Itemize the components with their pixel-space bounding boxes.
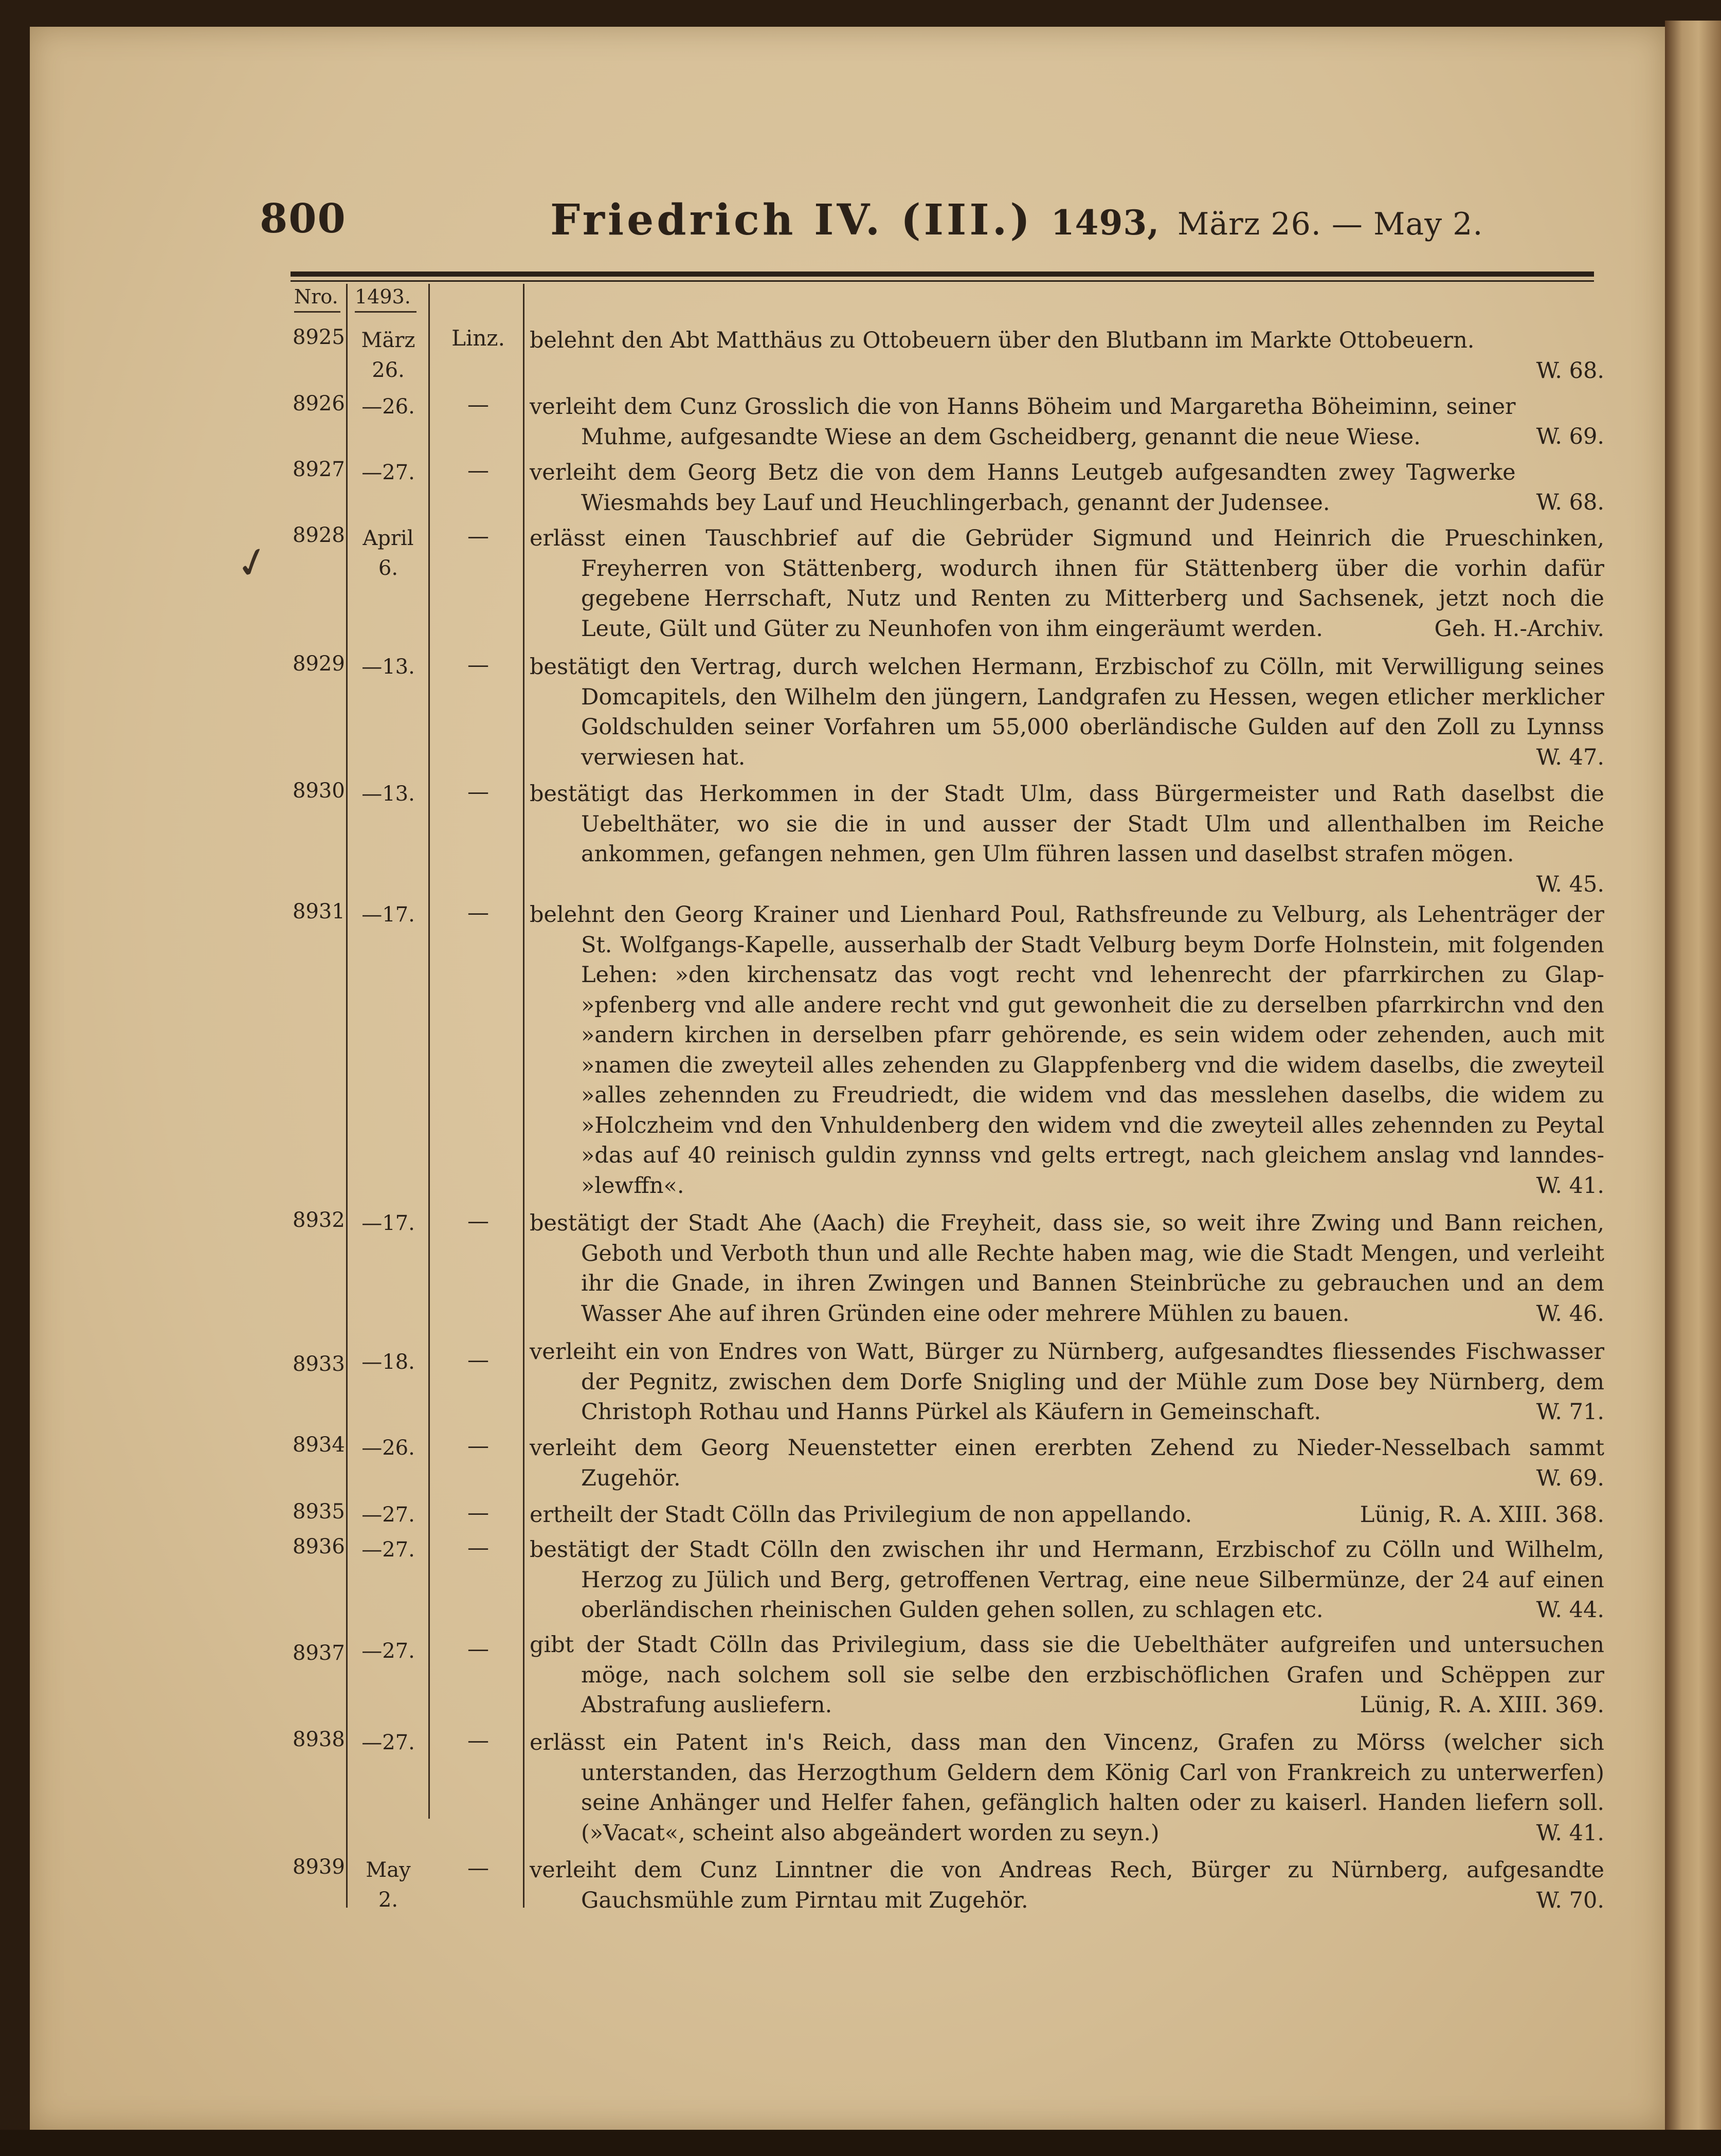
- entry-date: —26.: [361, 395, 415, 419]
- entry-text-body: verleiht ein von Endres von Watt, Bürger zu Nürnberg, aufgesandtes fliessendes Fischwasser der Pegnitz, zwischen dem Dorfe Snigling und der Mühle zum Dose bey Nürnberg, dem Christoph Rothau und Hanns Pürkel als Käufern in Gemeinschaft.: [530, 1339, 1604, 1425]
- entry-text: [530, 325, 1604, 386]
- entry-source: W. 47.: [1536, 744, 1604, 770]
- scan-border: [0, 2130, 1721, 2156]
- title-ruler: Friedrich IV. (III.): [550, 195, 1034, 245]
- entry-source: W. 71.: [1536, 1399, 1604, 1425]
- entry-date: —18.: [361, 1350, 415, 1374]
- entry-place: —: [467, 652, 489, 677]
- entry-number: 8927: [293, 458, 345, 481]
- entry-source: W. 41.: [1536, 1172, 1604, 1199]
- entry-place: —: [467, 392, 489, 417]
- entry-number: 8930: [293, 779, 345, 803]
- entry-source: W. 69.: [1536, 424, 1604, 449]
- entry-text: [530, 392, 1604, 452]
- entry-source: W. 41.: [1536, 1820, 1604, 1846]
- entry-source: Geh. H.-Archiv.: [1434, 615, 1604, 642]
- entry-text-body: gibt der Stadt Cölln das Privilegium, dass sie die Uebelthäter aufgreifen und untersuchen möge, nach solchem soll sie selbe den erzbischöflichen Grafen und Schëppen zur Abstrafung ausliefern.: [530, 1632, 1604, 1718]
- entry-text: [530, 1433, 1604, 1493]
- entry-text-body: bestätigt den Vertrag, durch welchen Hermann, Erzbischof zu Cölln, mit Verwilligung seines Domcapitels, den Wilhelm den jüngern, Landgrafen zu Hessen, wegen etlicher merklicher Goldschulden seiner Vorfahren um 55,000 oberländische Gulden auf den Zoll zu Lynnss verwiesen hat.: [530, 654, 1604, 770]
- entry-place: —: [467, 1208, 489, 1234]
- entry-number: 8926: [293, 392, 345, 415]
- entry-number: 8938: [293, 1728, 345, 1751]
- entry-number: 8939: [293, 1855, 345, 1879]
- entry-date: —27.: [361, 461, 415, 484]
- entry-text: [530, 1728, 1604, 1848]
- entry-date: —27.: [361, 1538, 415, 1562]
- entry-date: —26.: [361, 1436, 415, 1460]
- entry-number: 8931: [293, 900, 345, 923]
- entry-date: —27.: [361, 1503, 415, 1527]
- entry-source: W. 68.: [1536, 490, 1604, 515]
- entry-number: 8928: [293, 523, 345, 547]
- column-header-nro: Nro.: [294, 285, 338, 308]
- entry-date: —27.: [361, 1731, 415, 1754]
- entry-text-body: belehnt den Georg Krainer und Lienhard Poul, Rathsfreunde zu Velburg, als Lehenträger der St. Wolfgangs-Kapelle, ausserhalb der Stadt Velburg beym Dorfe Holnstein, mit folgenden Lehen: »den kirchensatz das vogt recht vnd lehenrecht der pfarrkirchen zu Glap- »pfenberg vnd alle andere recht vnd gut gewonheit die zu derselben pfarrkirchn vnd den »andern kirchen in derselben pfarr gehörende, es sein widem oder zehenden, auch mit »namen die zweyteil alles zehenden zu Glappfenberg vnd die widem daselbs, die zweyteil »alles zehennden zu Freudriedt, die widem vnd das messlehen daselbs, die widem zu »Holczheim vnd den Vnhuldenberg den widem vnd die zweyteil alles zehennden zu Peytal »das auf 40 reinisch guldin zynnss vnd gelts ertregt, nach gleichem anslag vnd lanndes- »lewffn«.: [530, 902, 1604, 1199]
- column-rule: [428, 284, 430, 1819]
- entry-number: 8935: [293, 1500, 345, 1524]
- entry-date: May 2.: [366, 1858, 411, 1912]
- column-header-underline: [294, 311, 340, 313]
- title-year: 1493,: [1050, 203, 1160, 243]
- entry-text-body: bestätigt der Stadt Cölln den zwischen ihr und Hermann, Erzbischof zu Cölln und Wilhelm, Herzog zu Jülich und Berg, getroffenen Vertrag, eine neue Silbermünze, der 24 auf einen oberländischen rheinischen Gulden gehen sollen, zu schlagen etc.: [530, 1537, 1604, 1623]
- page-header: [260, 195, 1597, 252]
- entry-number: 8932: [293, 1208, 345, 1232]
- entry-text: [530, 900, 1604, 1201]
- entry-source: Lünig, R. A. XIII. 368.: [1360, 1502, 1604, 1528]
- entry-date: —27.: [361, 1639, 415, 1663]
- entry-number: 8933: [293, 1352, 345, 1376]
- column-header-year: 1493.: [355, 285, 411, 308]
- entry-place: —: [467, 900, 489, 925]
- entry-text-body: erlässt ein Patent in's Reich, dass man den Vincenz, Grafen zu Mörss (welcher sich unterstanden, das Herzogthum Geldern dem König Carl von Frankreich zu unterwerfen) seine Anhänger und Helfer fahen, gefänglich halten oder zu kaiserl. Handen liefern soll. (»Vacat«, scheint also abgeändert worden zu seyn.): [530, 1730, 1604, 1846]
- entry-text: [530, 523, 1604, 644]
- entry-date: April 6.: [363, 527, 414, 580]
- column-rule: [523, 284, 524, 1908]
- entry-text: [530, 1337, 1604, 1427]
- entry-text-body: verleiht dem Cunz Grosslich die von Hanns Böheim und Margaretha Böheiminn, seiner Muhme, aufgesandte Wiese an dem Gscheidberg, genannt die neue Wiese.: [530, 394, 1516, 450]
- entry-date: März 26.: [361, 329, 415, 382]
- entry-place: —: [467, 1347, 489, 1372]
- entry-source: W. 68.: [1536, 357, 1604, 384]
- entry-source: W. 70.: [1536, 1887, 1604, 1913]
- entry-text: [530, 1535, 1604, 1625]
- entry-text-body: belehnt den Abt Matthäus zu Ottobeuern über den Blutbann im Markte Ottobeuern.: [530, 328, 1475, 353]
- header-rule-thin: [291, 280, 1594, 282]
- entry-number: 8934: [293, 1433, 345, 1457]
- entry-source: W. 69.: [1536, 1465, 1604, 1491]
- entry-text-body: bestätigt das Herkommen in der Stadt Ulm, dass Bürgermeister und Rath daselbst die Uebelthäter, wo sie die in und ausser der Stadt Ulm und allenthalben im Reiche ankommen, gefangen nehmen, gen Ulm führen lassen und daselbst strafen mögen.: [530, 781, 1604, 867]
- entry-text-body: erlässt einen Tauschbrief auf die Gebrüder Sigmund und Heinrich die Prueschinken, Freyherren von Stättenberg, wodurch ihnen für Stättenberg über die vorhin dafür gegebene Herrschaft, Nutz und Renten zu Mitterberg und Sachsenek, jetzt noch die Leute, Gült und Güter zu Neunhofen von ihm eingeräumt werden.: [530, 526, 1604, 642]
- entry-date: —13.: [361, 655, 415, 679]
- entry-place: —: [467, 1855, 489, 1880]
- entry-date: —17.: [361, 1211, 415, 1235]
- entry-source: W. 46.: [1536, 1300, 1604, 1327]
- entry-text: [530, 779, 1604, 899]
- column-header-underline: [355, 311, 416, 313]
- entry-text: [530, 1208, 1604, 1329]
- entry-place: Linz.: [451, 325, 505, 351]
- entry-place: —: [467, 779, 489, 804]
- entry-text: [530, 652, 1604, 772]
- entry-text-body: ertheilt der Stadt Cölln das Privilegium de non appellando.: [530, 1502, 1192, 1528]
- entry-text: [530, 1855, 1604, 1915]
- entry-text-body: verleiht dem Georg Neuenstetter einen ererbten Zehend zu Nieder-Nesselbach sammt Zugehör.: [530, 1435, 1604, 1491]
- page-number: 800: [260, 195, 347, 242]
- entry-text: [530, 1630, 1604, 1720]
- entry-date: —13.: [361, 782, 415, 806]
- entry-text: [530, 1500, 1604, 1530]
- entry-place: —: [467, 1500, 489, 1525]
- entry-text-body: verleiht dem Georg Betz die von dem Hanns Leutgeb aufgesandten zwey Tagwerke Wiesmahds bey Lauf und Heuchlingerbach, genannt der Judensee.: [530, 460, 1516, 516]
- entry-date: —17.: [361, 903, 415, 927]
- entry-source: W. 45.: [1536, 871, 1604, 897]
- entry-number: 8936: [293, 1535, 345, 1559]
- entry-place: —: [467, 1636, 489, 1661]
- entry-place: —: [467, 458, 489, 483]
- header-rule: [291, 271, 1594, 277]
- entry-place: —: [467, 1433, 489, 1458]
- entry-text-body: verleiht dem Cunz Linntner die von Andreas Rech, Bürger zu Nürnberg, aufgesandte Gauchsmühle zum Pirntau mit Zugehör.: [530, 1857, 1604, 1913]
- title-dates: März 26. — May 2.: [1177, 206, 1483, 242]
- entry-number: 8925: [293, 325, 345, 349]
- entry-place: —: [467, 1535, 489, 1560]
- entry-text: [530, 458, 1604, 518]
- entry-place: —: [467, 1728, 489, 1753]
- entry-source: Lünig, R. A. XIII. 369.: [1360, 1692, 1604, 1718]
- entry-place: —: [467, 523, 489, 549]
- page-title: [550, 195, 1483, 245]
- entry-number: 8937: [293, 1641, 345, 1665]
- entry-source: W. 44.: [1536, 1597, 1604, 1623]
- page-edge: [1665, 21, 1721, 2156]
- entry-text-body: bestätigt der Stadt Ahe (Aach) die Freyheit, dass sie, so weit ihre Zwing und Bann reichen, Geboth und Verboth thun und alle Rechte haben mag, wie die Stadt Mengen, und verleiht ihr die Gnade, in ihren Zwingen und Bannen Steinbrüche zu gebrauchen und an dem Wasser Ahe auf ihren Gründen eine oder mehrere Mühlen zu bauen.: [530, 1210, 1604, 1327]
- entry-number: 8929: [293, 652, 345, 676]
- pencil-check-mark: ✓: [230, 535, 276, 591]
